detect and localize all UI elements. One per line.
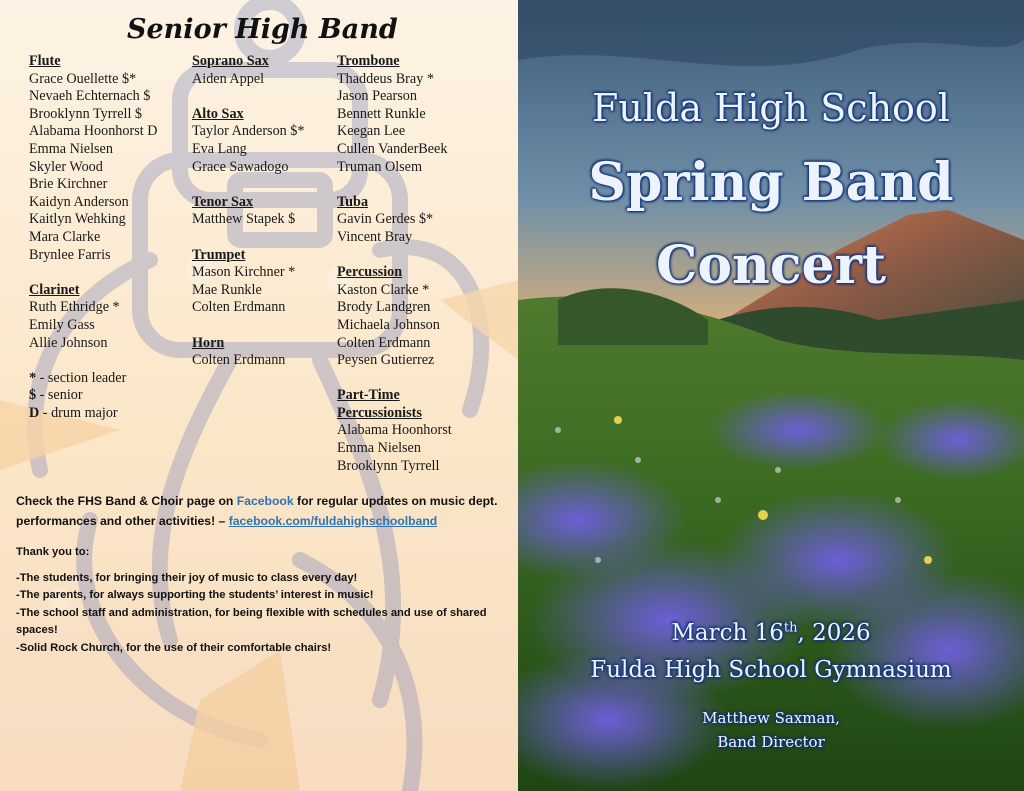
member-name: Colten Erdmann	[192, 352, 286, 369]
member-name: Brynlee Farris	[29, 246, 111, 263]
thanks-line: -Solid Rock Church, for the use of their comfortable chairs!	[16, 641, 332, 654]
section-heading-tuba: Tuba	[337, 193, 369, 210]
member-name: Peysen Gutierrez	[337, 352, 435, 369]
member-name: Mae Runkle	[192, 281, 262, 298]
roster-column-3	[337, 53, 507, 475]
section-heading-trombone: Trombone	[337, 53, 400, 69]
section-heading-alto-sax: Alto Sax	[192, 105, 244, 122]
facebook-link[interactable]: facebook.com/fuldahighschoolband	[228, 514, 438, 528]
member-name: Mara Clarke	[29, 228, 101, 245]
member-name: Emma Nielsen	[337, 440, 421, 457]
member-name: Emma Nielsen	[29, 140, 113, 157]
legend-senior: $ - senior	[29, 387, 83, 404]
school-name: Fulda High School	[592, 86, 950, 130]
member-name: Vincent Bray	[337, 228, 413, 245]
member-name: Mason Kirchner *	[192, 264, 296, 281]
section-heading-clarinet: Clarinet	[29, 281, 80, 298]
member-name: Alabama Hoonhorst	[337, 422, 452, 439]
legend-drum-major: D - drum major	[29, 404, 118, 421]
member-name: Kaidyn Anderson	[29, 193, 129, 210]
thanks-line: -The school staff and administration, for being flexible with schedules and use of shared spaces!	[16, 606, 487, 636]
section-heading-part-time: Part-Time	[337, 387, 400, 404]
member-name: Ruth Ethridge *	[29, 299, 120, 316]
band-director	[518, 706, 1024, 754]
section-heading-tenor-sax: Tenor Sax	[192, 193, 254, 210]
director-title: Band Director	[717, 733, 825, 751]
member-name: Keegan Lee	[337, 123, 406, 140]
member-name: Brooklynn Tyrrell	[337, 457, 440, 474]
member-name: Cullen VanderBeek	[337, 140, 448, 157]
concert-title-line-1: Spring Band	[588, 152, 954, 213]
facebook-brand: Facebook	[236, 494, 294, 508]
member-name: Matthew Stapek $	[192, 211, 296, 228]
member-name: Eva Lang	[192, 140, 247, 157]
band-title: Senior High Band	[127, 14, 398, 45]
member-name: Brie Kirchner	[29, 176, 108, 193]
member-name: Kaston Clarke *	[337, 281, 430, 298]
member-name: Jason Pearson	[337, 88, 417, 105]
member-name: Michaela Johnson	[337, 316, 440, 333]
roster-column-1	[29, 53, 189, 422]
program-cover-panel	[518, 0, 1024, 791]
roster-column-2	[192, 53, 332, 370]
concert-venue: Fulda High School Gymnasium	[590, 657, 952, 683]
section-heading-trumpet: Trumpet	[192, 246, 246, 263]
section-heading-percussion: Percussion	[337, 264, 403, 281]
member-name: Skyler Wood	[29, 158, 103, 175]
section-heading-horn: Horn	[192, 334, 225, 351]
member-name: Gavin Gerdes $*	[337, 211, 434, 228]
thanks-section	[16, 544, 506, 657]
member-name: Allie Johnson	[29, 334, 108, 351]
thanks-line: -The parents, for always supporting the students’ interest in music!	[16, 589, 374, 601]
member-name: Thaddeus Bray *	[337, 70, 434, 87]
thanks-line: -The students, for bringing their joy of music to class every day!	[16, 571, 358, 584]
member-name: Alabama Hoonhorst D	[29, 123, 158, 140]
concert-title-line-2: Concert	[655, 235, 887, 296]
concert-date: March 16th, 2026	[671, 620, 871, 646]
member-name: Colten Erdmann	[192, 299, 286, 316]
member-name: Taylor Anderson $*	[192, 123, 305, 140]
member-name: Grace Sawadogo	[192, 158, 289, 175]
member-name: Grace Ouellette $*	[29, 70, 137, 87]
member-name: Brooklynn Tyrrell $	[29, 105, 143, 122]
member-name: Truman Olsem	[337, 158, 422, 175]
member-name: Nevaeh Echternach $	[29, 88, 151, 105]
section-heading-flute: Flute	[29, 53, 61, 69]
thanks-heading: Thank you to:	[16, 546, 90, 558]
member-name: Bennett Runkle	[337, 105, 426, 122]
section-heading-soprano-sax: Soprano Sax	[192, 53, 269, 69]
legend-section-leader: * - section leader	[29, 369, 127, 386]
director-name: Matthew Saxman,	[702, 709, 840, 727]
member-name: Emily Gass	[29, 316, 95, 333]
facebook-note: Check the FHS Band & Choir page on Facebook for regular updates on music dept. performances and other activities! – facebook.com/fuldahighschoolband	[16, 494, 498, 528]
section-heading-percussionists: Percussionists	[337, 404, 422, 421]
member-name: Kaitlyn Wehking	[29, 211, 126, 228]
member-name: Colten Erdmann	[337, 334, 431, 351]
member-name: Aiden Appel	[192, 70, 265, 87]
member-name: Brody Landgren	[337, 299, 431, 316]
